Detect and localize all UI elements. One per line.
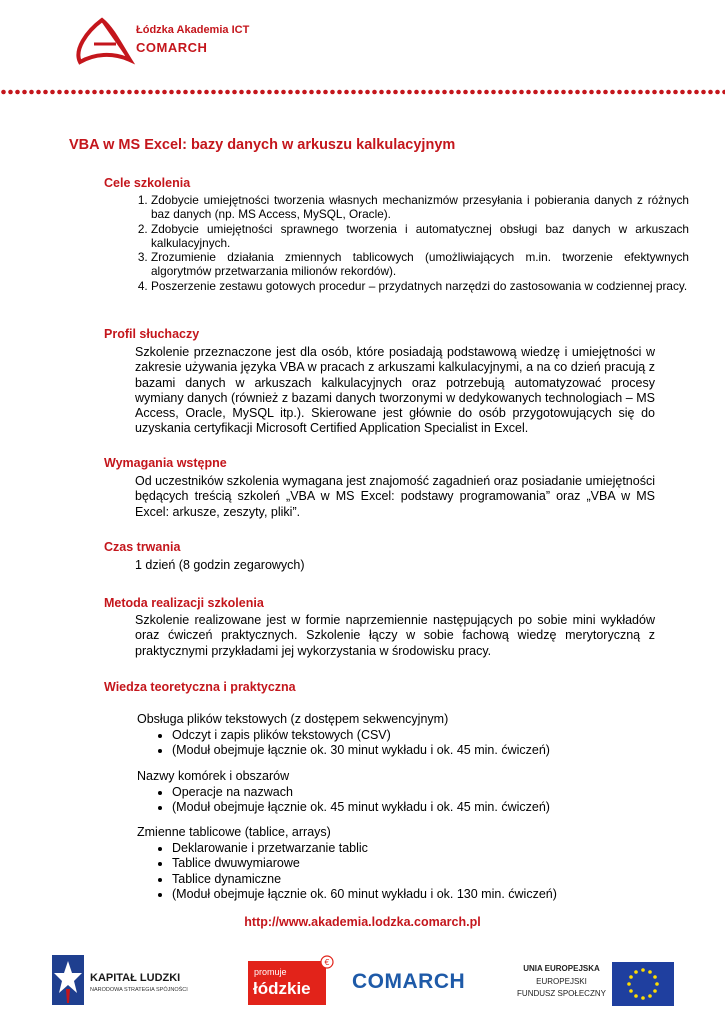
section-heading-audience: Profil słuchaczy xyxy=(104,327,200,341)
kapital-ludzki-subtitle: NARODOWA STRATEGIA SPÓJNOŚCI xyxy=(90,987,188,993)
duration-text: 1 dzień (8 godzin zegarowych) xyxy=(135,558,305,572)
list-item: • Odczyt i zapis plików tekstowych (CSV) xyxy=(172,728,550,744)
module-title: Obsługa plików tekstowych (z dostępem sekwencyjnym) xyxy=(137,712,449,726)
list-item: 4. Poszerzenie zestawu gotowych procedur – przydatnych narzędzi do zastosowania w codziennej pracy. xyxy=(151,279,689,293)
section-heading-requirements: Wymagania wstępne xyxy=(104,456,227,470)
document-title: VBA w MS Excel: bazy danych w arkuszu kalkulacyjnym xyxy=(69,137,456,153)
eu-line-2: EUROPEJSKI xyxy=(536,977,587,986)
kapital-ludzki-title: KAPITAŁ LUDZKI xyxy=(90,972,181,984)
logo-line-2: COMARCH xyxy=(136,40,208,55)
list-item: • Tablice dynamiczne xyxy=(172,872,557,888)
promuje-label: promuje xyxy=(254,967,287,977)
requirements-text: Od uczestników szkolenia wymagana jest znajomość zagadnień oraz posiadanie umiejętności będących treścią szkoleń „VBA w MS Excel: podstawy programowania” oraz „VBA w MS Excel: arkusze, zeszyty, pliki”. xyxy=(135,474,655,519)
list-item: • Deklarowanie i przetwarzanie tablic xyxy=(172,841,557,857)
method-text: Szkolenie realizowane jest w formie naprzemiennie następujących po sobie mini wykładów oraz ćwiczeń praktycznych. Szkolenie łączy w sobie fachową wiedzę merytoryczną z praktycznymi przykładami jej wykorzystania w środowisku pracy. xyxy=(135,613,655,658)
website-link[interactable]: http://www.akademia.lodzka.comarch.pl xyxy=(244,915,481,929)
kapital-ludzki-star-icon xyxy=(52,955,84,1005)
list-item: 1. Zdobycie umiejętności tworzenia własnych mechanizmów przesyłania i pobierania danych z różnych baz danych (np. MS Access, MySQL, Oracle). xyxy=(151,193,689,222)
audience-text: Szkolenie przeznaczone jest dla osób, które posiadają podstawową wiedzę i umiejętności w zakresie używania języka VBA w pracach z arkuszami kalkulacyjnymi, a na co dzień pracują z bazami danych w arkuszach kalkulacyjnych oraz potrzebują automatyzować procesy wymiany danych (również z bazami danych tworzonymi w dedykowanych technologiach – MS Access, Oracle, MySQL itp.). Skierowane jest głównie do osób przygotowujących się do uzyskania certyfikacji Microsoft Certified Application Specialist in Excel. xyxy=(135,345,655,436)
kapital-ludzki-logo xyxy=(52,955,212,1005)
list-item: • (Moduł obejmuje łącznie ok. 30 minut wykładu i ok. 45 min. ćwiczeń) xyxy=(172,743,550,759)
comarch-logo xyxy=(352,970,482,998)
logo-line-1: Łódzka Akademia ICT xyxy=(136,24,250,36)
list-item: • (Moduł obejmuje łącznie ok. 45 minut wykładu i ok. 45 min. ćwiczeń) xyxy=(172,800,550,816)
section-heading-goals: Cele szkolenia xyxy=(104,176,191,190)
section-heading-duration: Czas trwania xyxy=(104,540,181,554)
eu-flag-icon xyxy=(612,962,674,1006)
dotted-divider xyxy=(0,88,725,96)
eu-line-3: FUNDUSZ SPOŁECZNY xyxy=(517,989,606,998)
section-heading-method: Metoda realizacji szkolenia xyxy=(104,596,264,610)
module-title: Zmienne tablicowe (tablice, arrays) xyxy=(137,825,331,839)
module-block xyxy=(137,825,557,903)
list-item: 3. Zrozumienie działania zmiennych tablicowych (umożliwiających m.in. tworzenie efektywnych algorytmów przetwarzania milionów rekordów). xyxy=(151,250,689,279)
eu-line-1: UNIA EUROPEJSKA xyxy=(523,964,600,973)
list-item: • Tablice dwuwymiarowe xyxy=(172,856,557,872)
comarch-label: COMARCH xyxy=(352,970,466,993)
euro-circle-icon xyxy=(320,955,334,969)
module-block xyxy=(137,769,550,816)
svg-text:€: € xyxy=(324,958,330,967)
module-block xyxy=(137,712,550,759)
list-item: • Operacje na nazwach xyxy=(172,785,550,801)
section-heading-knowledge: Wiedza teoretyczna i praktyczna xyxy=(104,680,296,694)
list-item: • (Moduł obejmuje łącznie ok. 60 minut wykładu i ok. 130 min. ćwiczeń) xyxy=(172,887,557,903)
module-title: Nazwy komórek i obszarów xyxy=(137,769,290,783)
list-item: 2. Zdobycie umiejętności sprawnego tworzenia i automatycznej obsługi baz danych w arkuszach kalkulacyjnych. xyxy=(151,222,689,251)
goals-list xyxy=(117,193,689,293)
lodzkie-label: łódzkie xyxy=(253,979,311,998)
eu-logo xyxy=(514,962,674,1008)
promuje-lodzkie-logo xyxy=(248,955,334,1005)
